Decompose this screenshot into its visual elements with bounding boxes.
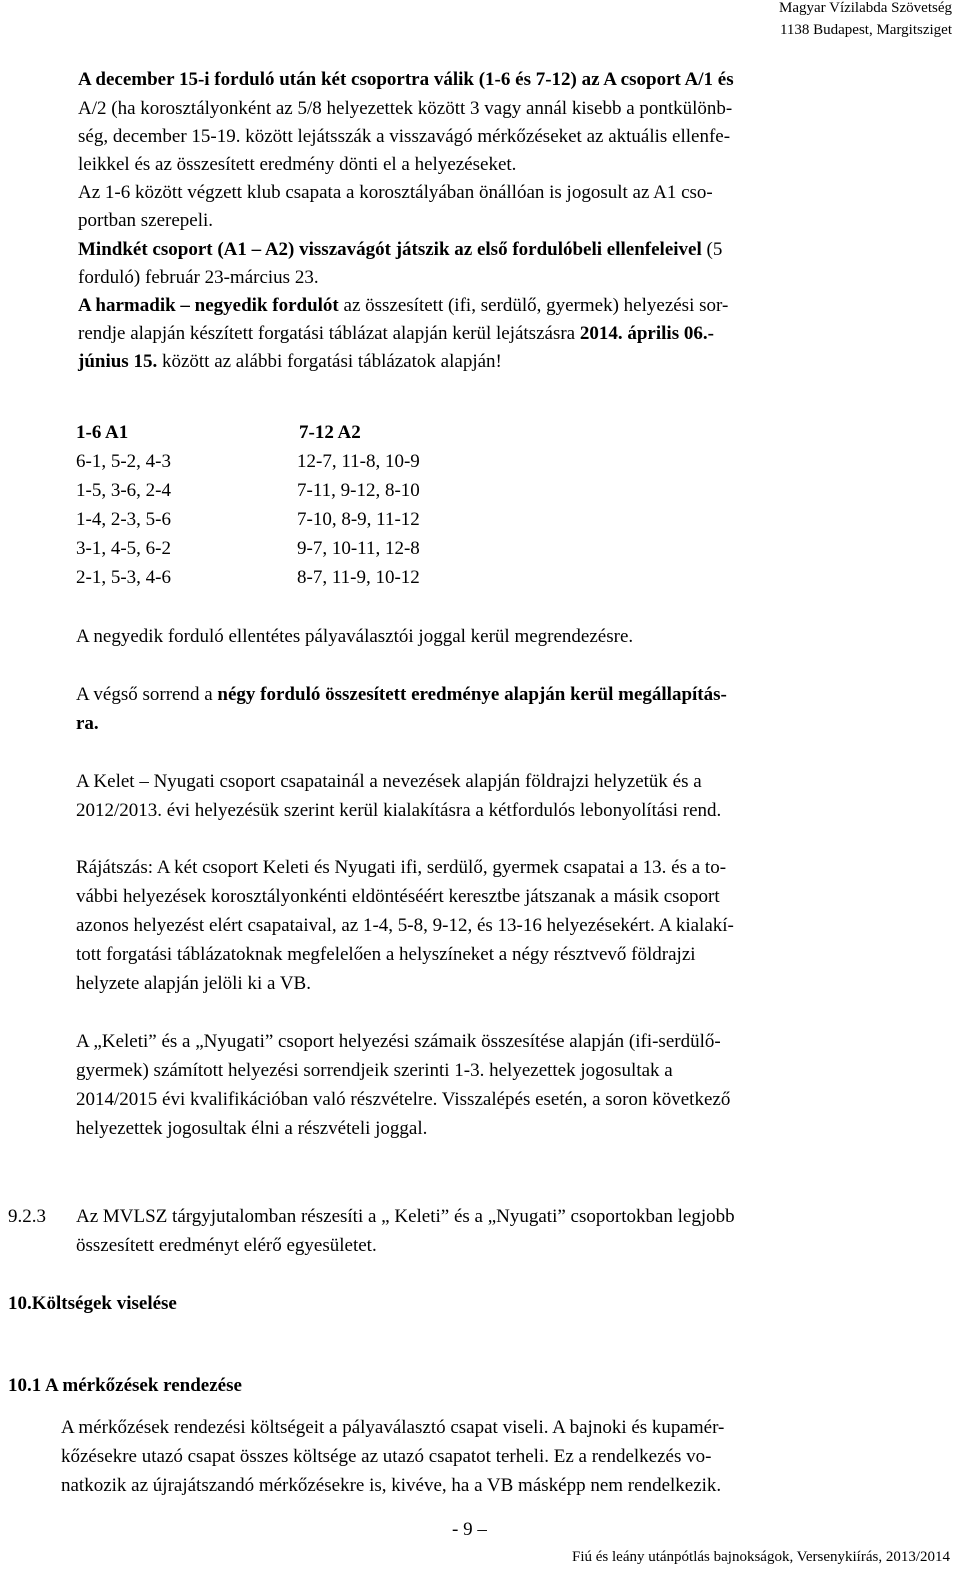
rotation-row-5-a2: 8-7, 11-9, 10-12 (297, 567, 420, 588)
paragraph-fourth-round: A negyedik forduló ellentétes pályaválasztói joggal kerül megrendezésre. (76, 626, 634, 647)
section-101-line-3: natkozik az újrajátszandó mérkőzésekre is, kivéve, ha a VB másképp nem rendelkezik. (61, 1475, 722, 1496)
rotation-row-4-a1: 3-1, 4-5, 6-2 (76, 538, 171, 559)
paragraph-ranking-line-3: 2014/2015 évi kvalifikációban való részvételre. Visszalépés esetén, a soron következő (76, 1089, 731, 1110)
section-10-heading: 10.Költségek viselése (8, 1293, 177, 1314)
paragraph-playoff-line-4: tott forgatási táblázatoknak megfelelően a helyszíneket a négy résztvevő földrajzi (76, 944, 696, 965)
rotation-row-3-a1: 1-4, 2-3, 5-6 (76, 509, 171, 530)
intro-line-11-rest: között az alábbi forgatási táblázatok alapján! (157, 351, 502, 372)
intro-line-8: forduló) február 23-március 23. (78, 267, 319, 288)
intro-line-9 (78, 293, 728, 319)
intro-line-3: ség, december 15-19. között lejátsszák a visszavágó mérkőzéseket az aktuális ellenfe- (78, 126, 731, 147)
intro-line-7-rest: (5 (701, 239, 723, 260)
intro-line-6: portban szerepeli. (78, 210, 214, 231)
final-order-text: A végső sorrend a (76, 684, 218, 705)
final-order-bold: négy forduló összesített eredménye alapján kerül megállapítás- (217, 684, 727, 705)
footer-title: Fiú és leány utánpótlás bajnokságok, Versenykiírás, 2013/2014 (571, 1549, 950, 1565)
section-923-line-2: összesített eredményt elérő egyesületet. (76, 1235, 377, 1256)
paragraph-ranking-line-4: helyezettek jogosultak élni a részvételi joggal. (76, 1118, 428, 1139)
paragraph-playoff-line-1: Rájátszás: A két csoport Keleti és Nyugati ifi, serdülő, gyermek csapatai a 13. és a to- (76, 857, 727, 878)
rotation-header-a2: 7-12 A2 (299, 422, 361, 443)
paragraph-playoff-line-2: vábbi helyezések korosztályonkénti eldöntéséért keresztbe játszanak a másik csoport (76, 886, 720, 907)
section-101-line-2: kőzésekre utazó csapat összes költsége az utazó csapatot terheli. Ez a rendelkezés vo- (61, 1446, 712, 1467)
intro-line-10-text: rendje alapján készített forgatási táblázat alapján kerül lejátszásra (78, 323, 580, 344)
intro-line-10-bold: 2014. április 06.- (579, 323, 714, 344)
paragraph-playoff-line-5: helyzete alapján jelöli ki a VB. (76, 973, 311, 994)
header-org: Magyar Vízilabda Szövetség (778, 0, 952, 16)
paragraph-east-west-line-1: A Kelet – Nyugati csoport csapatainál a nevezések alapján földrajzi helyzetük és a (76, 771, 702, 792)
rotation-row-4-a2: 9-7, 10-11, 12-8 (297, 538, 420, 559)
page-number: - 9 – (452, 1519, 487, 1540)
section-101-heading: 10.1 A mérkőzések rendezése (8, 1375, 242, 1396)
intro-line-2: A/2 (ha korosztályonként az 5/8 helyezettek között 3 vagy annál kisebb a pontkülönb- (78, 98, 733, 119)
rotation-row-2-a2: 7-11, 9-12, 8-10 (297, 480, 420, 501)
intro-line-7 (78, 237, 722, 263)
intro-line-11 (78, 349, 502, 375)
paragraph-ranking-line-2: gyermek) számított helyezési sorrendjeik szerinti 1-3. helyezettek jogosultak a (76, 1060, 673, 1081)
paragraph-ranking-line-1: A „Keleti” és a „Nyugati” csoport helyezési számaik összesítése alapján (ifi-serdülő- (76, 1031, 721, 1052)
intro-line-11-bold: június 15. (78, 351, 158, 372)
rotation-row-1-a2: 12-7, 11-8, 10-9 (297, 451, 420, 472)
section-923-line-1: Az MVLSZ tárgyjutalomban részesíti a „ Keleti” és a „Nyugati” csoportokban legjobb (76, 1206, 735, 1227)
paragraph-final-order-line-2: ra. (76, 713, 99, 734)
intro-line-7-bold: Mindkét csoport (A1 – A2) visszavágót játszik az első fordulóbeli ellenfeleivel (78, 239, 702, 260)
rotation-header-a1: 1-6 A1 (76, 422, 129, 443)
paragraph-east-west-line-2: 2012/2013. évi helyezésük szerint kerül kialakításra a kétfordulós lebonyolítási rend. (76, 800, 722, 821)
section-101-line-1: A mérkőzések rendezési költségeit a pályaválasztó csapat viseli. A bajnoki és kupamér- (61, 1417, 725, 1438)
intro-line-9-bold: A harmadik – negyedik fordulót (78, 295, 339, 316)
rotation-row-2-a1: 1-5, 3-6, 2-4 (76, 480, 171, 501)
rotation-row-1-a1: 6-1, 5-2, 4-3 (76, 451, 171, 472)
section-923-number: 9.2.3 (8, 1206, 46, 1227)
intro-line-9-rest: az összesített (ifi, serdülő, gyermek) helyezési sor- (338, 295, 729, 316)
intro-line-1: A december 15-i forduló után két csoportra válik (1-6 és 7-12) az A csoport A/1 és (78, 69, 734, 90)
intro-line-4: leikkel és az összesített eredmény dönti el a helyezéseket. (78, 154, 517, 175)
rotation-row-3-a2: 7-10, 8-9, 11-12 (297, 509, 420, 530)
paragraph-playoff-line-3: azonos helyezést elért csapataival, az 1-4, 5-8, 9-12, és 13-16 helyezésekért. A kialakí- (76, 915, 734, 936)
intro-line-5: Az 1-6 között végzett klub csapata a korosztályában önállóan is jogosult az A1 cso- (78, 182, 713, 203)
intro-line-10 (78, 321, 714, 347)
header-address: 1138 Budapest, Margitsziget (779, 22, 952, 38)
paragraph-final-order-line-1 (76, 682, 727, 708)
rotation-row-5-a1: 2-1, 5-3, 4-6 (76, 567, 171, 588)
